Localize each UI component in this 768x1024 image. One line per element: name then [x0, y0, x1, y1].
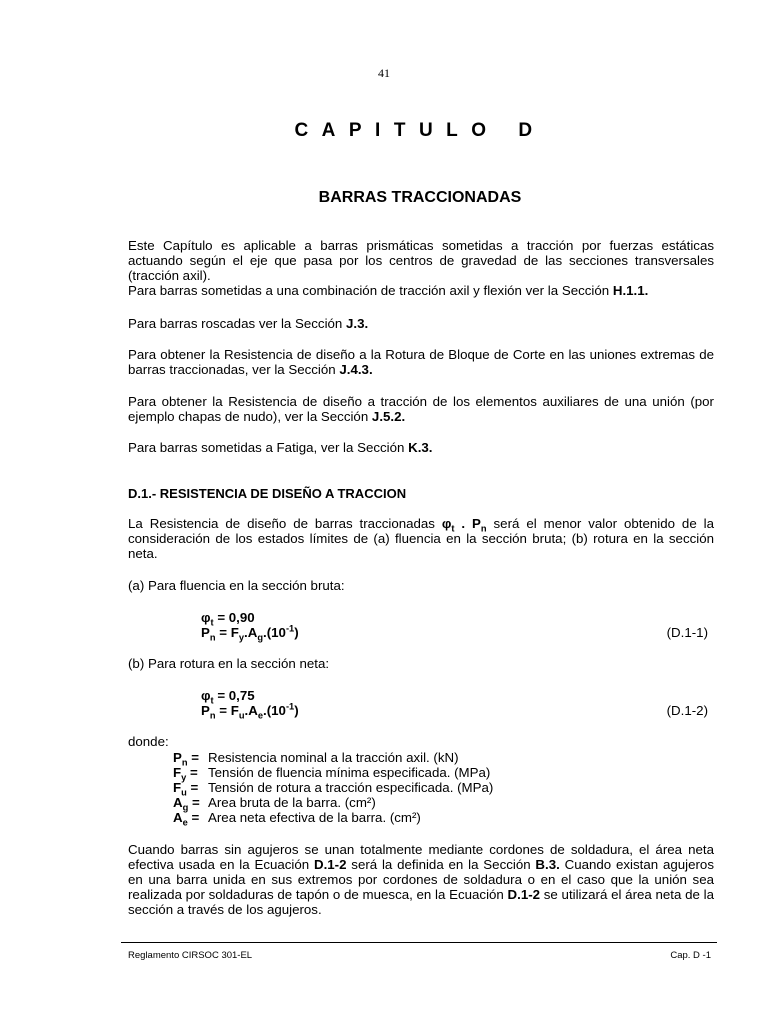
paragraph-soldadura: Cuando barras sin agujeros se unan totalmente mediante cordones de soldadura, el área neta efectiva usada en la Ecuación D.1-2 será la definida en la Sección B.3. Cuando existan agujeros en una barra unida en sus extremos por cordones de soldadura o en el caso que la unión sea realizada por soldaduras de tapón o de muesca, en la Ecuación D.1-2 se utilizará el área neta de la sección a través de los agujeros.	[128, 842, 714, 917]
intro-text: Este Capítulo es aplicable a barras prismáticas sometidas a tracción por fuerzas estáticas actuando según el eje que pasa por los centros de gravedad de las secciones transversales (tracción axil).	[128, 238, 714, 283]
equation-number: (D.1-2)	[666, 703, 708, 718]
footer-rule	[121, 942, 717, 943]
paragraph-fatiga: Para barras sometidas a Fatiga, ver la Sección K.3.	[128, 440, 433, 455]
equation-d11: $\varphi_t = 0,90$ $P_n = F_y.A_g.(10^{-1})$ (D.1-1)	[201, 610, 708, 643]
definition-item: $A_g$ = Area bruta de la barra. (cm²)	[173, 795, 376, 813]
ref-j52: J.5.2.	[371, 409, 406, 424]
paragraph-rotura: (b) Para rotura en la sección neta:	[128, 656, 330, 671]
definition-item: $A_e$ = Area neta efectiva de la barra. (cm²)	[173, 810, 421, 828]
paragraph-resistencia: La Resistencia de diseño de barras traccionadas $\varphi_t$ . $P_n$ será el menor valor obtenido de la consideración de los estados límites de (a) fluencia en la sección bruta; (b) rotura en la sección neta.	[128, 516, 714, 561]
definition-item: $P_n$ = Resistencia nominal a la tracción axil. (kN)	[173, 750, 459, 768]
definition-item: $F_u$ = Tensión de rotura a tracción especificada. (MPa)	[173, 780, 494, 798]
definitions-list	[173, 750, 494, 828]
paragraph-fluencia: (a) Para fluencia en la sección bruta:	[128, 578, 345, 593]
page-number: 41	[378, 66, 390, 80]
footer-left: Reglamento CIRSOC 301-EL	[128, 950, 253, 961]
ref-j43: J.4.3.	[339, 362, 373, 377]
definition-item: $F_y$ = Tensión de fluencia mínima especificada. (MPa)	[173, 765, 491, 783]
section-heading: D.1.- RESISTENCIA DE DISEÑO A TRACCION	[128, 486, 407, 501]
ref-j3: J.3.	[346, 316, 369, 331]
ref-h11: H.1.1.	[612, 283, 649, 298]
chapter-title: CAPITULO D	[294, 120, 546, 141]
paragraph-bloque-corte: Para obtener la Resistencia de diseño a la Rotura de Bloque de Corte en las uniones extremas de barras traccionadas, ver la Sección J.4.3.	[128, 347, 714, 377]
ref-k3: K.3.	[408, 440, 433, 455]
equation-number: (D.1-1)	[666, 625, 708, 640]
equation-d12: $\varphi_t = 0,75$ $P_n = F_u.A_e.(10^{-1})$ (D.1-2)	[201, 688, 708, 721]
paragraph-elementos-auxiliares: Para obtener la Resistencia de diseño a tracción de los elementos auxiliares de una unión (por ejemplo chapas de nudo), ver la Sección J.5.2.	[128, 394, 714, 424]
paragraph-roscadas: Para barras roscadas ver la Sección J.3.	[128, 316, 369, 331]
chapter-subtitle: BARRAS TRACCIONADAS	[318, 189, 522, 206]
footer-right: Cap. D -1	[670, 950, 711, 961]
intro-text-flexion: Para barras sometidas a una combinación de tracción axil y flexión ver la Sección H.1.1.	[128, 283, 649, 298]
intro-paragraph	[128, 238, 714, 298]
paragraph-donde: donde:	[128, 734, 169, 749]
